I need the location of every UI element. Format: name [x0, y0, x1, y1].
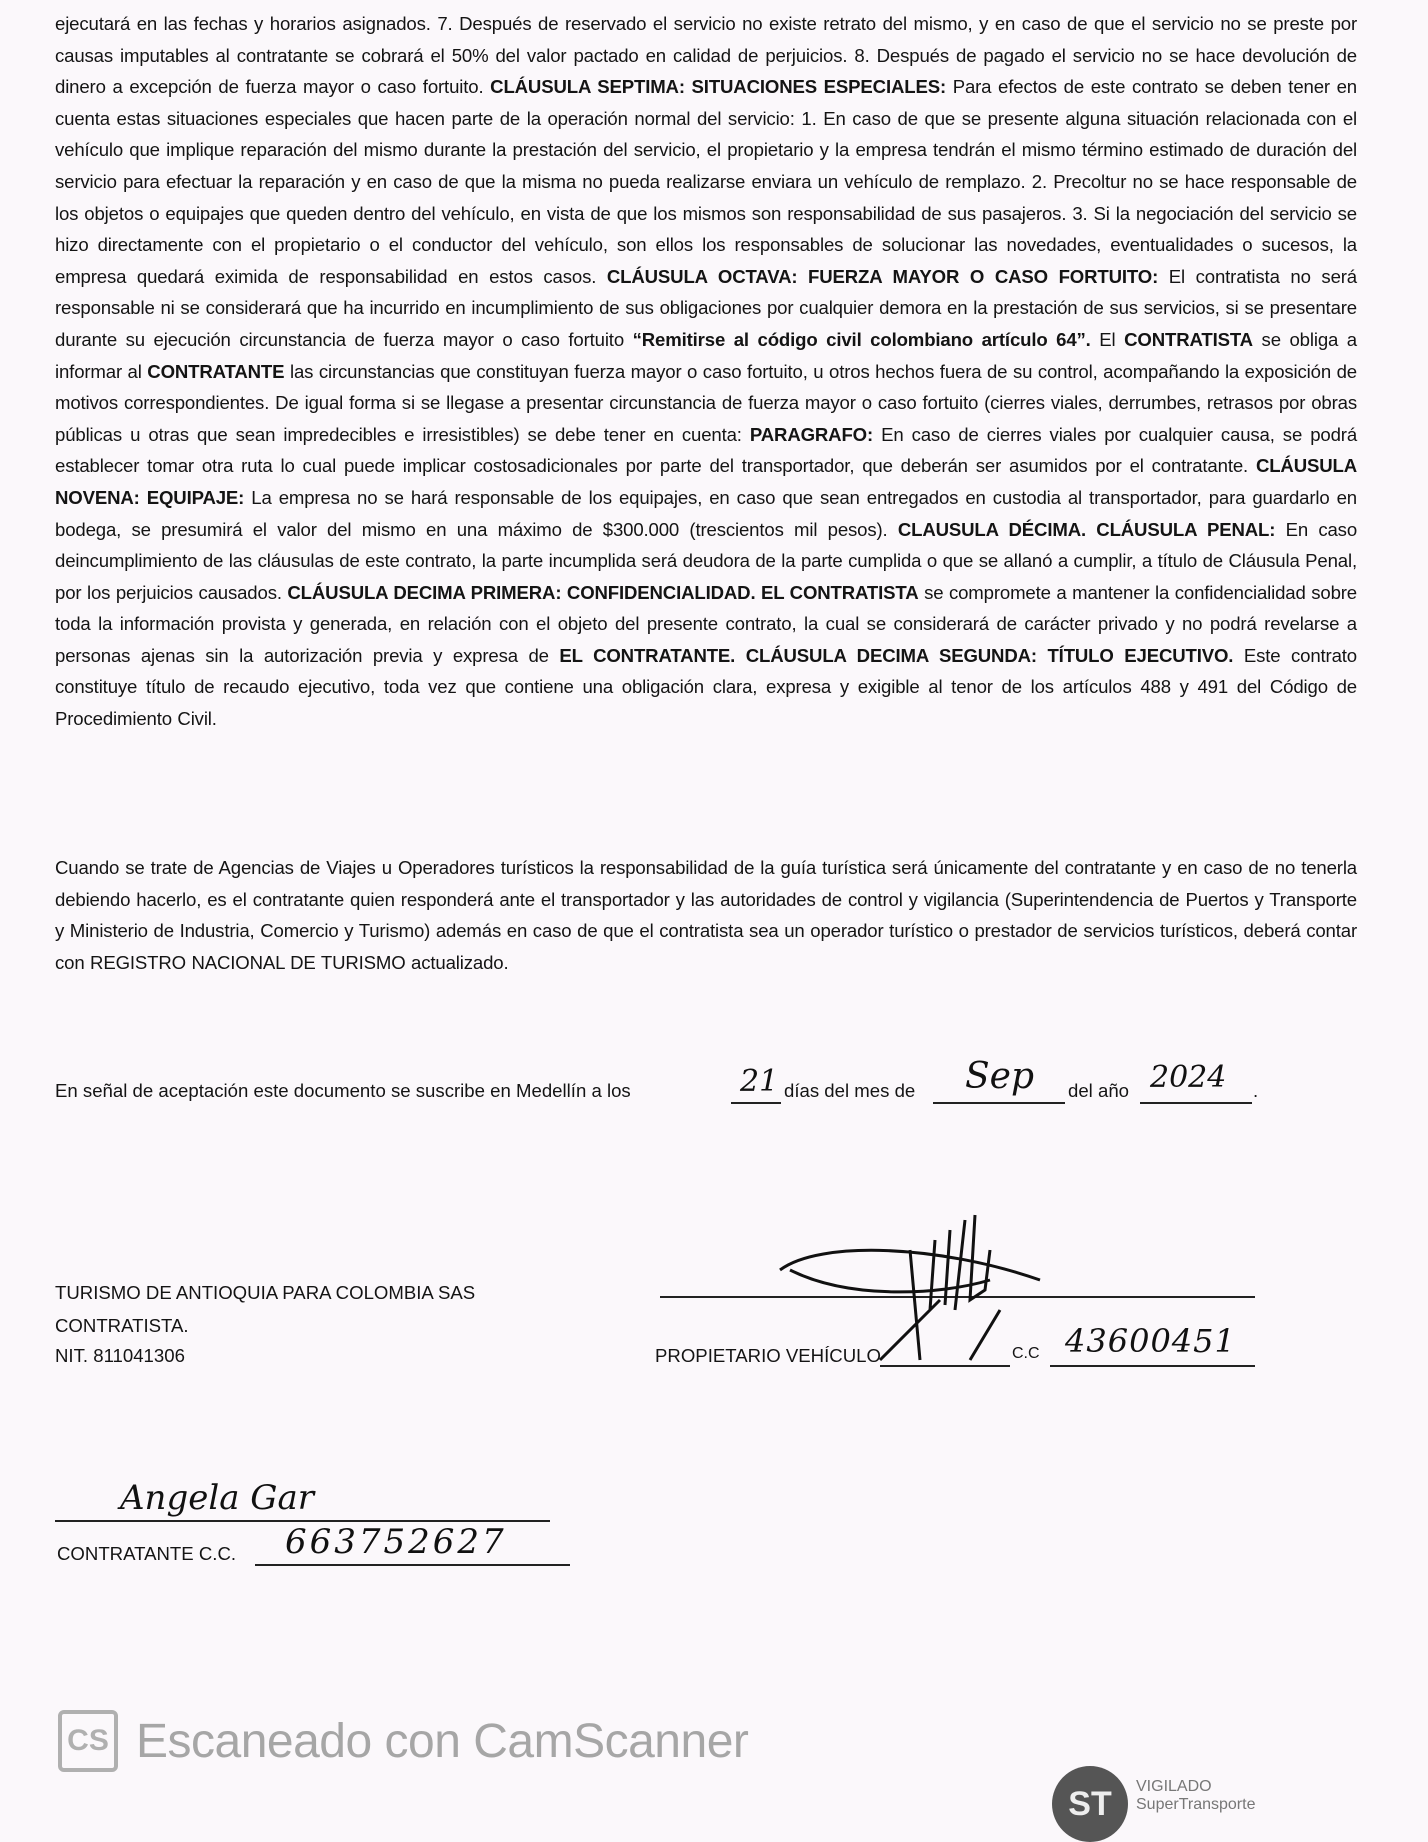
propietario-cc-label: C.C [1012, 1345, 1040, 1362]
acceptance-prefix: En señal de aceptación este documento se suscribe en Medellín a los [55, 1080, 631, 1101]
vigilado-label: VIGILADO [1136, 1778, 1212, 1795]
clause-text: La empresa no se hará responsable de los equipajes, en caso que sean entregados en custodia al transportador, para guardarlo en bodega, se presumirá el valor del mismo en una máximo de $300.000 (trescientos mil pesos). [55, 486, 1358, 540]
camscanner-text: Escaneado con CamScanner [136, 1714, 749, 1768]
clause-text: Para efectos de este contrato se deben tener en cuenta estas situaciones especiales que hacen parte de la operación normal del servicio: 1. En caso de que se presente alguna situación relacionada con el vehículo que implique reparación del mismo durante la prestación del servicio, el propietario y la empresa tendrán el mismo término estimado de duración del servicio para efectuar la reparación y en caso de que la misma no pueda realizarse enviara un vehículo de remplazo. 2. Precoltur no se hace responsable de los objetos o equipajes que queden dentro del vehículo, en vista de que los mismos son responsabilidad de sus pasajeros. 3. Si la negociación del servicio se hizo directamente con el propietario o el conductor del vehículo, son ellos los responsables de solucionar las novedades, eventualidades o sucesos, la empresa quedará eximida de responsabilidad en estos casos. [55, 76, 1358, 287]
camscanner-watermark [58, 1710, 748, 1772]
tourism-agencies-paragraph [55, 852, 1357, 978]
month-underline [933, 1102, 1065, 1104]
contratante-signature: Angela Gar [120, 1478, 314, 1518]
clause-text: El [1090, 328, 1125, 350]
supertransporte-logo-icon: ST [1052, 1766, 1128, 1842]
clause-text: En caso de cierres viales por cualquier causa, se podrá establecer tomar otra ruta lo cual puede implicar costosadicionales por parte del transportador, que deberán ser asumidos por el contratante. [55, 423, 1358, 477]
contratista-role: CONTRATISTA. [55, 1315, 189, 1336]
contratista-nit: NIT. 811041306 [55, 1345, 185, 1366]
clause-text: El contratista no será responsable ni se considerará que ha incurrido en incumplimiento de sus obligaciones por cualquier demora en la prestación de sus servicios, si se presentare durante su ejecución circunstancia de fuerza mayor o caso fortuito [55, 265, 1357, 350]
bold-clause-heading: CLAUSULA DÉCIMA. CLÁUSULA PENAL: [897, 518, 1276, 540]
clause-text: ejecutará en las fechas y horarios asignados. 7. Después de reservado el servicio no existe retrato del mismo, y en caso de que el servicio no se preste por causas imputables al contratante se cobrará el 50% del valor pactado en calidad de perjuicios. 8. Después de pagado el servicio no se hace devolución de dinero a excepción de fuerza mayor o caso fortuito. [55, 13, 1357, 98]
bold-clause-heading: EL CONTRATANTE. CLÁUSULA DECIMA SEGUNDA: TÍTULO EJECUTIVO. [559, 644, 1234, 666]
propietario-name-underline [880, 1365, 1010, 1367]
year-underline [1140, 1102, 1252, 1104]
propietario-cc-underline [1050, 1365, 1255, 1367]
clause-text: se compromete a mantener la confidencialidad sobre toda la información provista y generada, en relación con el objeto del presente contrato, la cual se considerará de carácter privado y no podrá revelarse a personas ajenas sin la autorización previa y expresa de [55, 581, 1357, 666]
month-handwritten: Sep [965, 1056, 1035, 1097]
day-handwritten: 21 [740, 1064, 779, 1099]
bold-clause-heading: CLÁUSULA OCTAVA: FUERZA MAYOR O CASO FORTUITO: [606, 265, 1159, 287]
clause-text: las circunstancias que constituyan fuerza mayor o caso fortuito, u otros hechos fuera de su control, acompañando la exposición de motivos correspondientes. De igual forma si se llegase a presentar circunstancia de fuerza mayor o caso fortuito (cierres viales, derrumbes, retrasos por obras públicas u otras que sean impredecibles e irresistibles) se debe tener en cuenta: [55, 360, 1357, 445]
contratante-cc-handwritten: 663752627 [285, 1522, 507, 1562]
bold-clause-heading: CONTRATANTE [147, 360, 285, 382]
camscanner-logo-icon: CS [58, 1710, 118, 1772]
acceptance-end: . [1253, 1080, 1259, 1101]
year-label: del año [1068, 1080, 1130, 1101]
bold-clause-heading: “Remitirse al código civil colombiano artículo 64”. [632, 328, 1091, 350]
propietario-cc-handwritten: 43600451 [1065, 1322, 1236, 1360]
clause-text: En caso deincumplimiento de las cláusulas de este contrato, la parte incumplida será deudora de la parte cumplida o que se allanó a cumplir, a título de Cláusula Penal, por los perjuicios causados. [55, 518, 1358, 603]
year-handwritten: 2024 [1150, 1060, 1227, 1095]
day-underline [731, 1102, 781, 1104]
propietario-label: PROPIETARIO VEHÍCULO [655, 1345, 881, 1366]
clause-text: Cuando se trate de Agencias de Viajes u Operadores turísticos la responsabilidad de la guía turística será únicamente del contratante y en caso de no tenerla debiendo hacerlo, es el contratante quien responderá ante el transportador y las autoridades de control y vigilancia (Superintendencia de Puertos y Transporte y Ministerio de Industria, Comercio y Turismo) además en caso de que el contratista sea un operador turístico o prestador de servicios turísticos, deberá contar con REGISTRO NACIONAL DE TURISMO actualizado. [55, 857, 1357, 973]
contract-clauses-paragraph [55, 8, 1357, 735]
contratante-label: CONTRATANTE C.C. [57, 1543, 237, 1564]
bold-clause-heading: CLÁUSULA NOVENA: EQUIPAJE: [55, 455, 1357, 508]
bold-clause-heading: CONTRATISTA [1124, 328, 1253, 350]
days-label: días del mes de [784, 1080, 916, 1101]
vigilado-supertransporte-logo [1052, 1766, 1255, 1842]
contratante-cc-underline [255, 1564, 570, 1566]
bold-clause-heading: PARAGRAFO: [749, 423, 874, 445]
clause-text: Este contrato constituye título de recaudo ejecutivo, toda vez que contiene una obligación clara, expresa y exigible al tenor de los artículos 488 y 491 del Código de Procedimiento Civil. [55, 644, 1357, 730]
contratista-company: TURISMO DE ANTIOQUIA PARA COLOMBIA SAS [55, 1282, 476, 1303]
clause-text: se obliga a informar al [55, 328, 1357, 382]
bold-clause-heading: CLÁUSULA DECIMA PRIMERA: CONFIDENCIALIDAD. EL CONTRATISTA [287, 581, 919, 603]
supertransporte-label: SuperTransporte [1136, 1796, 1256, 1813]
bold-clause-heading: CLÁUSULA SEPTIMA: SITUACIONES ESPECIALES: [490, 76, 946, 98]
